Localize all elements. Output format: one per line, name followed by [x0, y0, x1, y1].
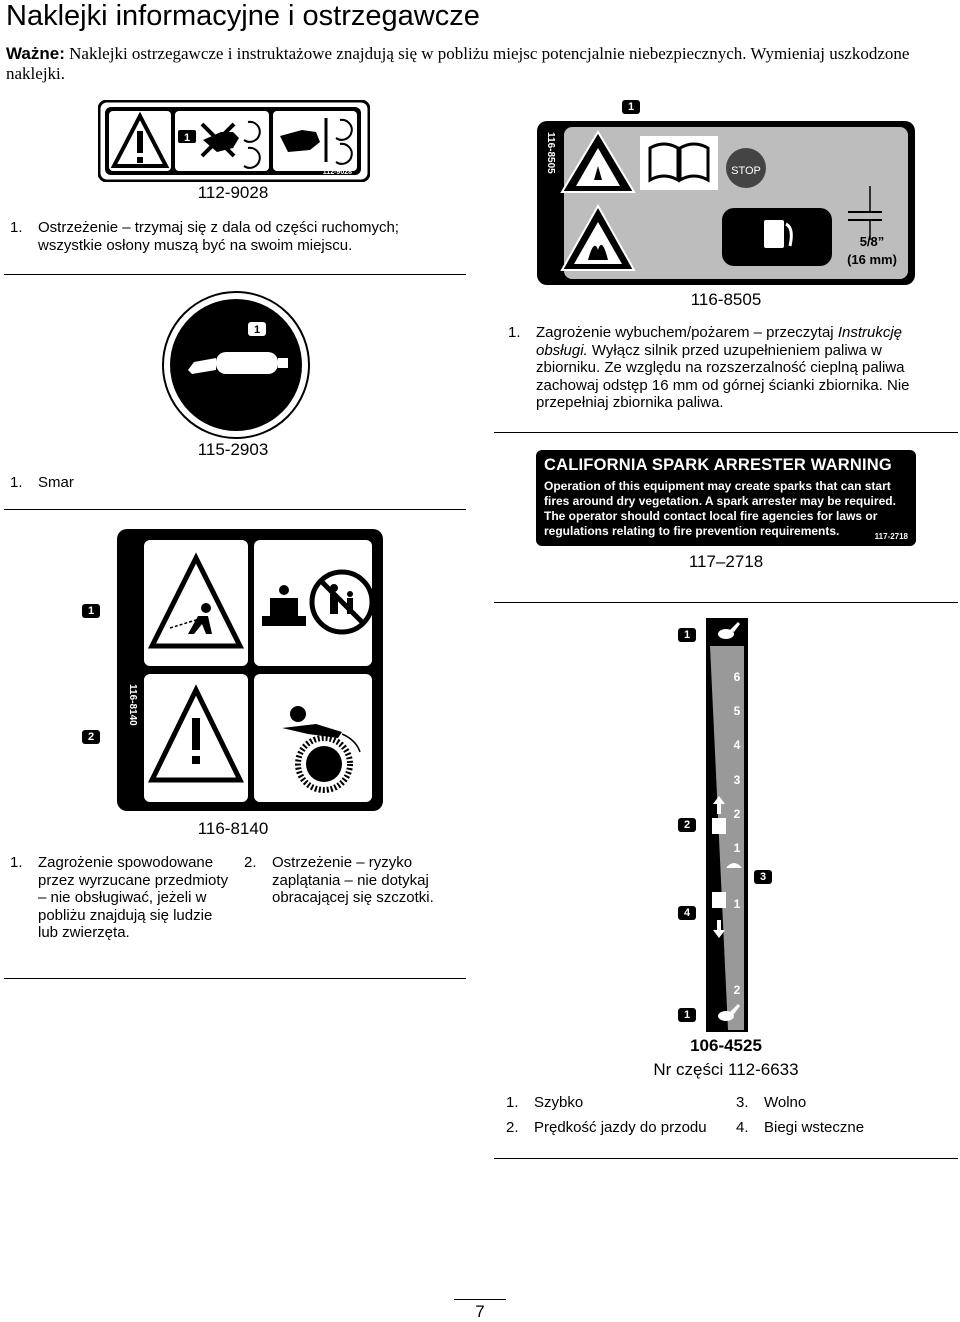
tractor-icon — [712, 818, 726, 834]
intro-note — [6, 44, 936, 84]
gap-inch-label: 5/8” — [859, 234, 885, 249]
intro-text: Naklejki ostrzegawcze i instruktażowe znajdują się w pobliżu miejsc potencjalnie niebezpiecznych. Wymieniaj uszkodzone naklejki. — [6, 44, 910, 83]
spark-arrester-body: Operation of this equipment may create sparks that can start fires around dry vegetation. A spark arrester may be required. The operator should contact local fire agencies for laws or regulations relating to fire prevention requirements. — [544, 479, 896, 538]
list-item: 1. Zagrożenie wybuchem/pożarem – przeczytaj Instrukcję obsługi. Wyłącz silnik przed uzupełnieniem paliwa w zbiorniku. Ze względu na rozszerzalność cieplną paliwa zachowaj odstęp 16 mm od górnej ścianki zbiornika. Nie przepełniaj zbiornika paliwa. — [508, 324, 910, 411]
scale-number: 5 — [733, 704, 741, 718]
list-item: 2. Ostrzeżenie – ryzyko zaplątania – nie dotykaj obracającej się szczotki. — [244, 854, 434, 906]
decal-id-116-8140: 116-8140 — [197, 819, 269, 838]
divider — [494, 432, 958, 433]
decal-small-id: 112-9028 — [322, 169, 352, 176]
scale-number: 1 — [733, 897, 741, 911]
scale-number: 1 — [733, 841, 741, 855]
callout-badge: 2 — [82, 730, 100, 744]
decal-116-8140-list-1 — [10, 854, 232, 942]
intro-label: Ważne: — [6, 44, 65, 63]
decal-112-9028-list — [10, 219, 450, 254]
page-title: Naklejki informacyjne i ostrzegawcze — [6, 0, 480, 32]
decal-117-2718-image — [536, 450, 916, 546]
list-item: 2. Prędkość jazdy do przodu — [506, 1119, 707, 1136]
decal-116-8505-list — [508, 324, 948, 412]
callout-badge: 1 — [678, 1008, 696, 1022]
list-item: 1. Smar — [10, 474, 74, 491]
decal-116-8140-list-2 — [244, 854, 456, 907]
scale-number: 2 — [733, 807, 741, 821]
list-item: 4. Biegi wsteczne — [736, 1119, 865, 1136]
page-number: 7 — [475, 1302, 485, 1321]
decal-id-115-2903: 115-2903 — [197, 440, 269, 459]
gap-mm-label: (16 mm) — [847, 252, 897, 267]
decal-callout-number: 1 — [253, 324, 261, 336]
spark-arrester-heading: CALIFORNIA SPARK ARRESTER WARNING — [544, 456, 892, 474]
callout-badge: 2 — [678, 818, 696, 832]
scale-number: 6 — [733, 670, 741, 684]
list-item: 3. Wolno — [736, 1094, 807, 1111]
decal-small-id: 117-2718 — [874, 532, 908, 541]
decal-112-9028-image — [98, 100, 370, 182]
decal-id-112-9028: 112-9028 — [197, 183, 269, 202]
decal-callout-number: 1 — [183, 132, 191, 144]
page-number-rule — [454, 1299, 506, 1300]
decal-id-117-2718: 117–2718 — [688, 552, 764, 571]
divider — [4, 509, 466, 510]
callout-badge: 3 — [754, 870, 772, 884]
decal-106-4525-image — [706, 618, 748, 1032]
scale-number: 2 — [733, 983, 741, 997]
scale-number: 4 — [733, 738, 741, 752]
callout-badge: 1 — [622, 100, 640, 114]
callout-badge: 1 — [82, 604, 100, 618]
callout-badge: 1 — [678, 628, 696, 642]
decal-part-number: Nr części 112-6633 — [653, 1060, 799, 1079]
decal-id-106-4525: 106-4525 — [690, 1036, 762, 1055]
list-item: 1. Ostrzeżenie – trzymaj się z dala od części ruchomych; wszystkie osłony muszą być na swoim miejscu. — [10, 219, 399, 254]
list-item: 1. Zagrożenie spowodowane przez wyrzucane przedmioty – nie obsługiwać, jeżeli w pobliżu znajdują się ludzie lub zwierzęta. — [10, 854, 229, 941]
decal-106-4525-list — [506, 1094, 946, 1144]
decal-id-116-8505: 116-8505 — [690, 290, 762, 309]
decal-115-2903-image — [160, 290, 312, 440]
divider — [4, 274, 466, 275]
list-item: 1. Szybko — [506, 1094, 584, 1111]
stop-label: STOP — [731, 165, 761, 177]
decal-116-8140-image — [116, 528, 384, 812]
decal-side-id: 116-8505 — [545, 132, 556, 174]
divider — [4, 978, 466, 979]
tractor-icon — [712, 892, 726, 908]
scale-number: 3 — [733, 773, 741, 787]
callout-badge: 4 — [678, 906, 696, 920]
decal-115-2903-list — [10, 474, 130, 492]
divider — [494, 1158, 958, 1159]
divider — [494, 602, 958, 603]
decal-116-8505-image — [536, 120, 916, 286]
decal-side-id: 116-8140 — [127, 684, 138, 726]
